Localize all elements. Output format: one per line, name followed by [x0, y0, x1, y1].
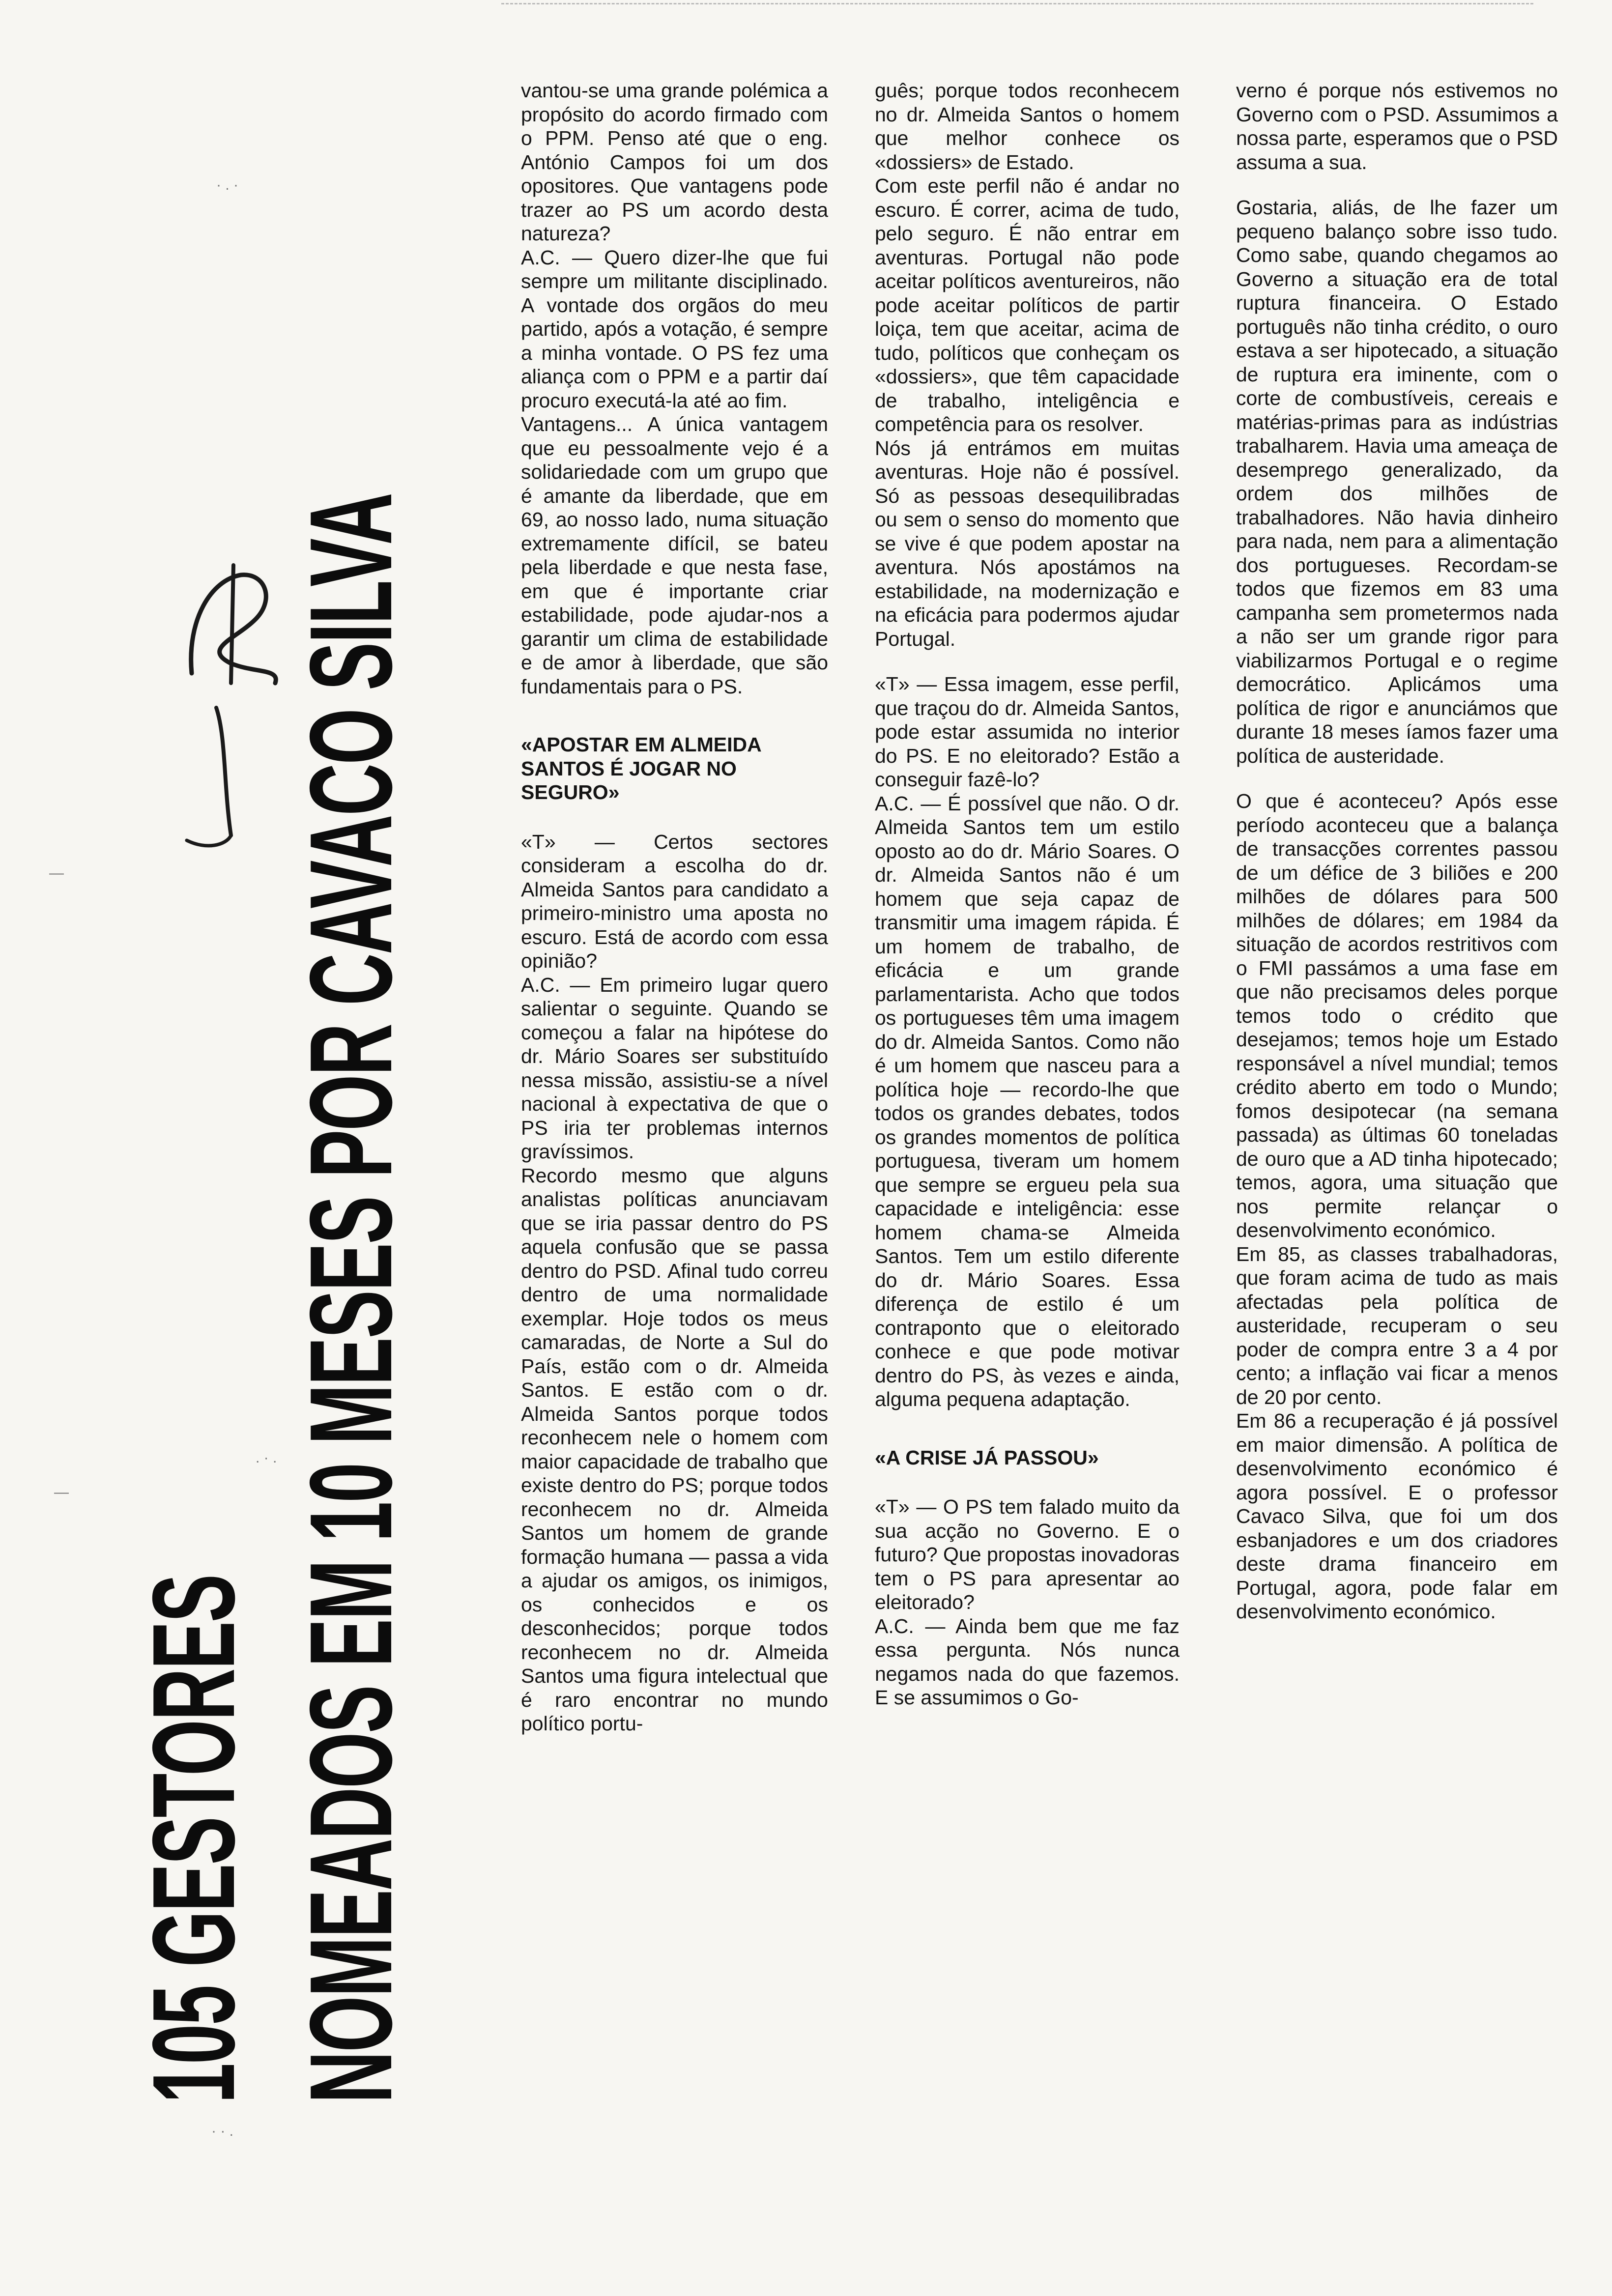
section-subheading: «APOSTAR EM ALMEIDA SANTOS É JOGAR NO SEGURO» [521, 733, 761, 804]
article-column-2 [875, 79, 1180, 1710]
scan-speck: — [49, 865, 64, 881]
paragraph: Nós já entrámos em muitas aventuras. Hoje não é possível. Só as pessoas desequilibradas ou sem o senso do momento que se vive é que podem apostar na aventura. Nós apostámos na estabilidade, na modernização e na eficácia para podermos ajudar Portugal. [875, 436, 1180, 650]
paragraph: «T» — Certos sectores consideram a escolha do dr. Almeida Santos para candidato a primeiro-ministro uma aposta no escuro. Está de acordo com essa opinião? [521, 830, 828, 972]
paragraph: Em 86 a recuperação é já possível em maior dimensão. A política de desenvolvimento económico é agora possível. E o professor Cavaco Silva, que foi um dos esbanjadores e um dos criadores deste drama financeiro em Portugal, agora, pode falar em desenvolvimento económico. [1236, 1409, 1558, 1623]
scan-speck: . · . [256, 1450, 277, 1466]
paragraph: «T» — O PS tem falado muito da sua acção no Governo. E o futuro? Que propostas inovadoras tem o PS para apresentar ao eleitorado? [875, 1495, 1180, 1613]
scan-speck: — [54, 1484, 69, 1500]
section-subheading: «A CRISE JÁ PASSOU» [875, 1446, 1099, 1469]
article-column-1 [521, 79, 828, 1736]
paragraph: A.C. — É possível que não. O dr. Almeida Santos tem um estilo oposto ao do dr. Mário Soares. O dr. Almeida Santos não é um homem que seja capaz de transmitir uma imagem rápida. É um homem de trabalho, de eficácia e um grande parlamentarista. Acho que todos os portugueses têm uma imagem do dr. Almeida Santos. Como não é um homem que nasceu para a política hoje — recordo-lhe que todos os grandes debates, todos os grandes momentos de política portuguesa, tiveram um homem que sempre se ergueu pela sua capacidade e inteligência: esse homem chama-se Almeida Santos. Tem um estilo diferente do dr. Mário Soares. Essa diferença de estilo é um contraponto que o eleitorado conhece e que pode motivar dentro do PS, às vezes e ainda, alguma pequena adaptação. [875, 792, 1180, 1410]
paragraph: A.C. — Quero dizer-lhe que fui sempre um militante disciplinado. A vontade dos orgãos do meu partido, após a votação, é sempre a minha vontade. O PS fez uma aliança com o PPM e a partir daí procuro executá-la até ao fim. [521, 246, 828, 412]
handwritten-annotation [157, 521, 305, 865]
headline-line-1: 105 GESTORES [129, 1575, 259, 2103]
headline-line-2: NOMEADOS EM 10 MESES POR CAVACO SILVA [286, 493, 416, 2103]
paragraph: vantou-se uma grande polémica a propósito do acordo firmado com o PPM. Penso até que o eng. António Campos foi um dos opositores. Que vantagens pode trazer ao PS um acordo desta natureza? [521, 79, 828, 245]
paragraph: Vantagens... A única vantagem que eu pessoalmente vejo é a solidariedade com um grupo que é amante da liberdade, que em 69, ao nosso lado, numa situação extremamente difícil, se bateu pela liberdade e que nesta fase, em que é importante criar estabilidade, pode ajudar-nos a garantir um clima de estabilidade e de amor à liberdade, que são fundamentais para o PS. [521, 413, 828, 698]
scan-speck: · · . [211, 2123, 233, 2139]
paragraph: Em 85, as classes trabalhadoras, que foram acima de tudo as mais afectadas pela política de austeridade, recuperam o seu poder de compra entre 3 a 4 por cento; a inflação vai ficar a menos de 20 por cento. [1236, 1242, 1558, 1408]
paragraph: Gostaria, aliás, de lhe fazer um pequeno balanço sobre isso tudo. Como sabe, quando chegamos ao Governo a situação era de total ruptura financeira. O Estado português não tinha crédito, o ouro estava a ser hipotecado, a situação de ruptura era iminente, com o corte de combustíveis, cereais e matérias-primas para as indústrias trabalharem. Havia uma ameaça de desemprego generalizado, da ordem dos milhões de trabalhadores. Não havia dinheiro para nada, nem para a alimentação dos portugueses. Recordam-se todos que fizemos em 83 uma campanha sem prometermos nada a não ser um grande rigor para viabilizarmos Portugal e o regime democrático. Aplicámos uma política de rigor e anunciámos que durante 18 meses íamos fazer uma política de austeridade. [1236, 196, 1558, 767]
paragraph: A.C. — Em primeiro lugar quero salientar o seguinte. Quando se começou a falar na hipótese do dr. Mário Soares ser substituído nessa missão, assistiu-se a nível nacional à expectativa de que o PS iria ter problemas internos gravíssimos. [521, 973, 828, 1163]
paragraph: A.C. — Ainda bem que me faz essa pergunta. Nós nunca negamos nada do que fazemos. E se assumimos o Go- [875, 1614, 1180, 1709]
paragraph: verno é porque nós estivemos no Governo com o PSD. Assumimos a nossa parte, esperamos que o PSD assuma a sua. [1236, 79, 1558, 173]
top-rule [501, 3, 1533, 4]
scan-speck: · . · [216, 177, 238, 193]
paragraph: Com este perfil não é andar no escuro. É correr, acima de tudo, pelo seguro. É não entrar em aventuras. Portugal não pode aceitar políticos aventureiros, não pode aceitar políticos de partir loiça, tem que aceitar, acima de tudo, políticos que conheçam os «dossiers», que têm capacidade de trabalho, inteligência e competência para os resolver. [875, 174, 1180, 435]
paragraph: «T» — Essa imagem, esse perfil, que traçou do dr. Almeida Santos, pode estar assumida no interior do PS. E no eleitorado? Estão a conseguir fazê-lo? [875, 673, 1180, 791]
paragraph: guês; porque todos reconhecem no dr. Almeida Santos o homem que melhor conhece os «dossiers» de Estado. [875, 79, 1180, 173]
paragraph: Recordo mesmo que alguns analistas políticas anunciavam que se iria passar dentro do PS aquela confusão que se passa dentro do PSD. Afinal tudo correu dentro de uma normalidade exemplar. Hoje todos os meus camaradas, de Norte a Sul do País, estão com o dr. Almeida Santos. E estão com o dr. Almeida Santos porque todos reconhecem nele o homem com maior capacidade de trabalho que existe dentro do PS; porque todos reconhecem no dr. Almeida Santos um homem de grande formação humana — passa a vida a ajudar os amigos, os inimigos, os conhecidos e os desconhecidos; porque todos reconhecem no dr. Almeida Santos uma figura intelectual que é raro encontrar no mundo político portu- [521, 1164, 828, 1735]
article-column-3 [1236, 79, 1558, 1624]
paragraph: O que é aconteceu? Após esse período aconteceu que a balança de transacções correntes passou de um défice de 3 biliões e 200 milhões de dólares para 500 milhões de dólares; em 1984 da situação de acordos restritivos com o FMI passámos a uma fase em que não precisamos deles porque temos todo o crédito que desejamos; temos hoje um Estado responsável a nível mundial; temos crédito aberto em todo o Mundo; fomos desipotecar (na semana passada) as últimas 60 toneladas de ouro que a AD tinha hipotecado; temos, agora, uma situação que nos permite relançar o desenvolvimento económico. [1236, 790, 1558, 1241]
